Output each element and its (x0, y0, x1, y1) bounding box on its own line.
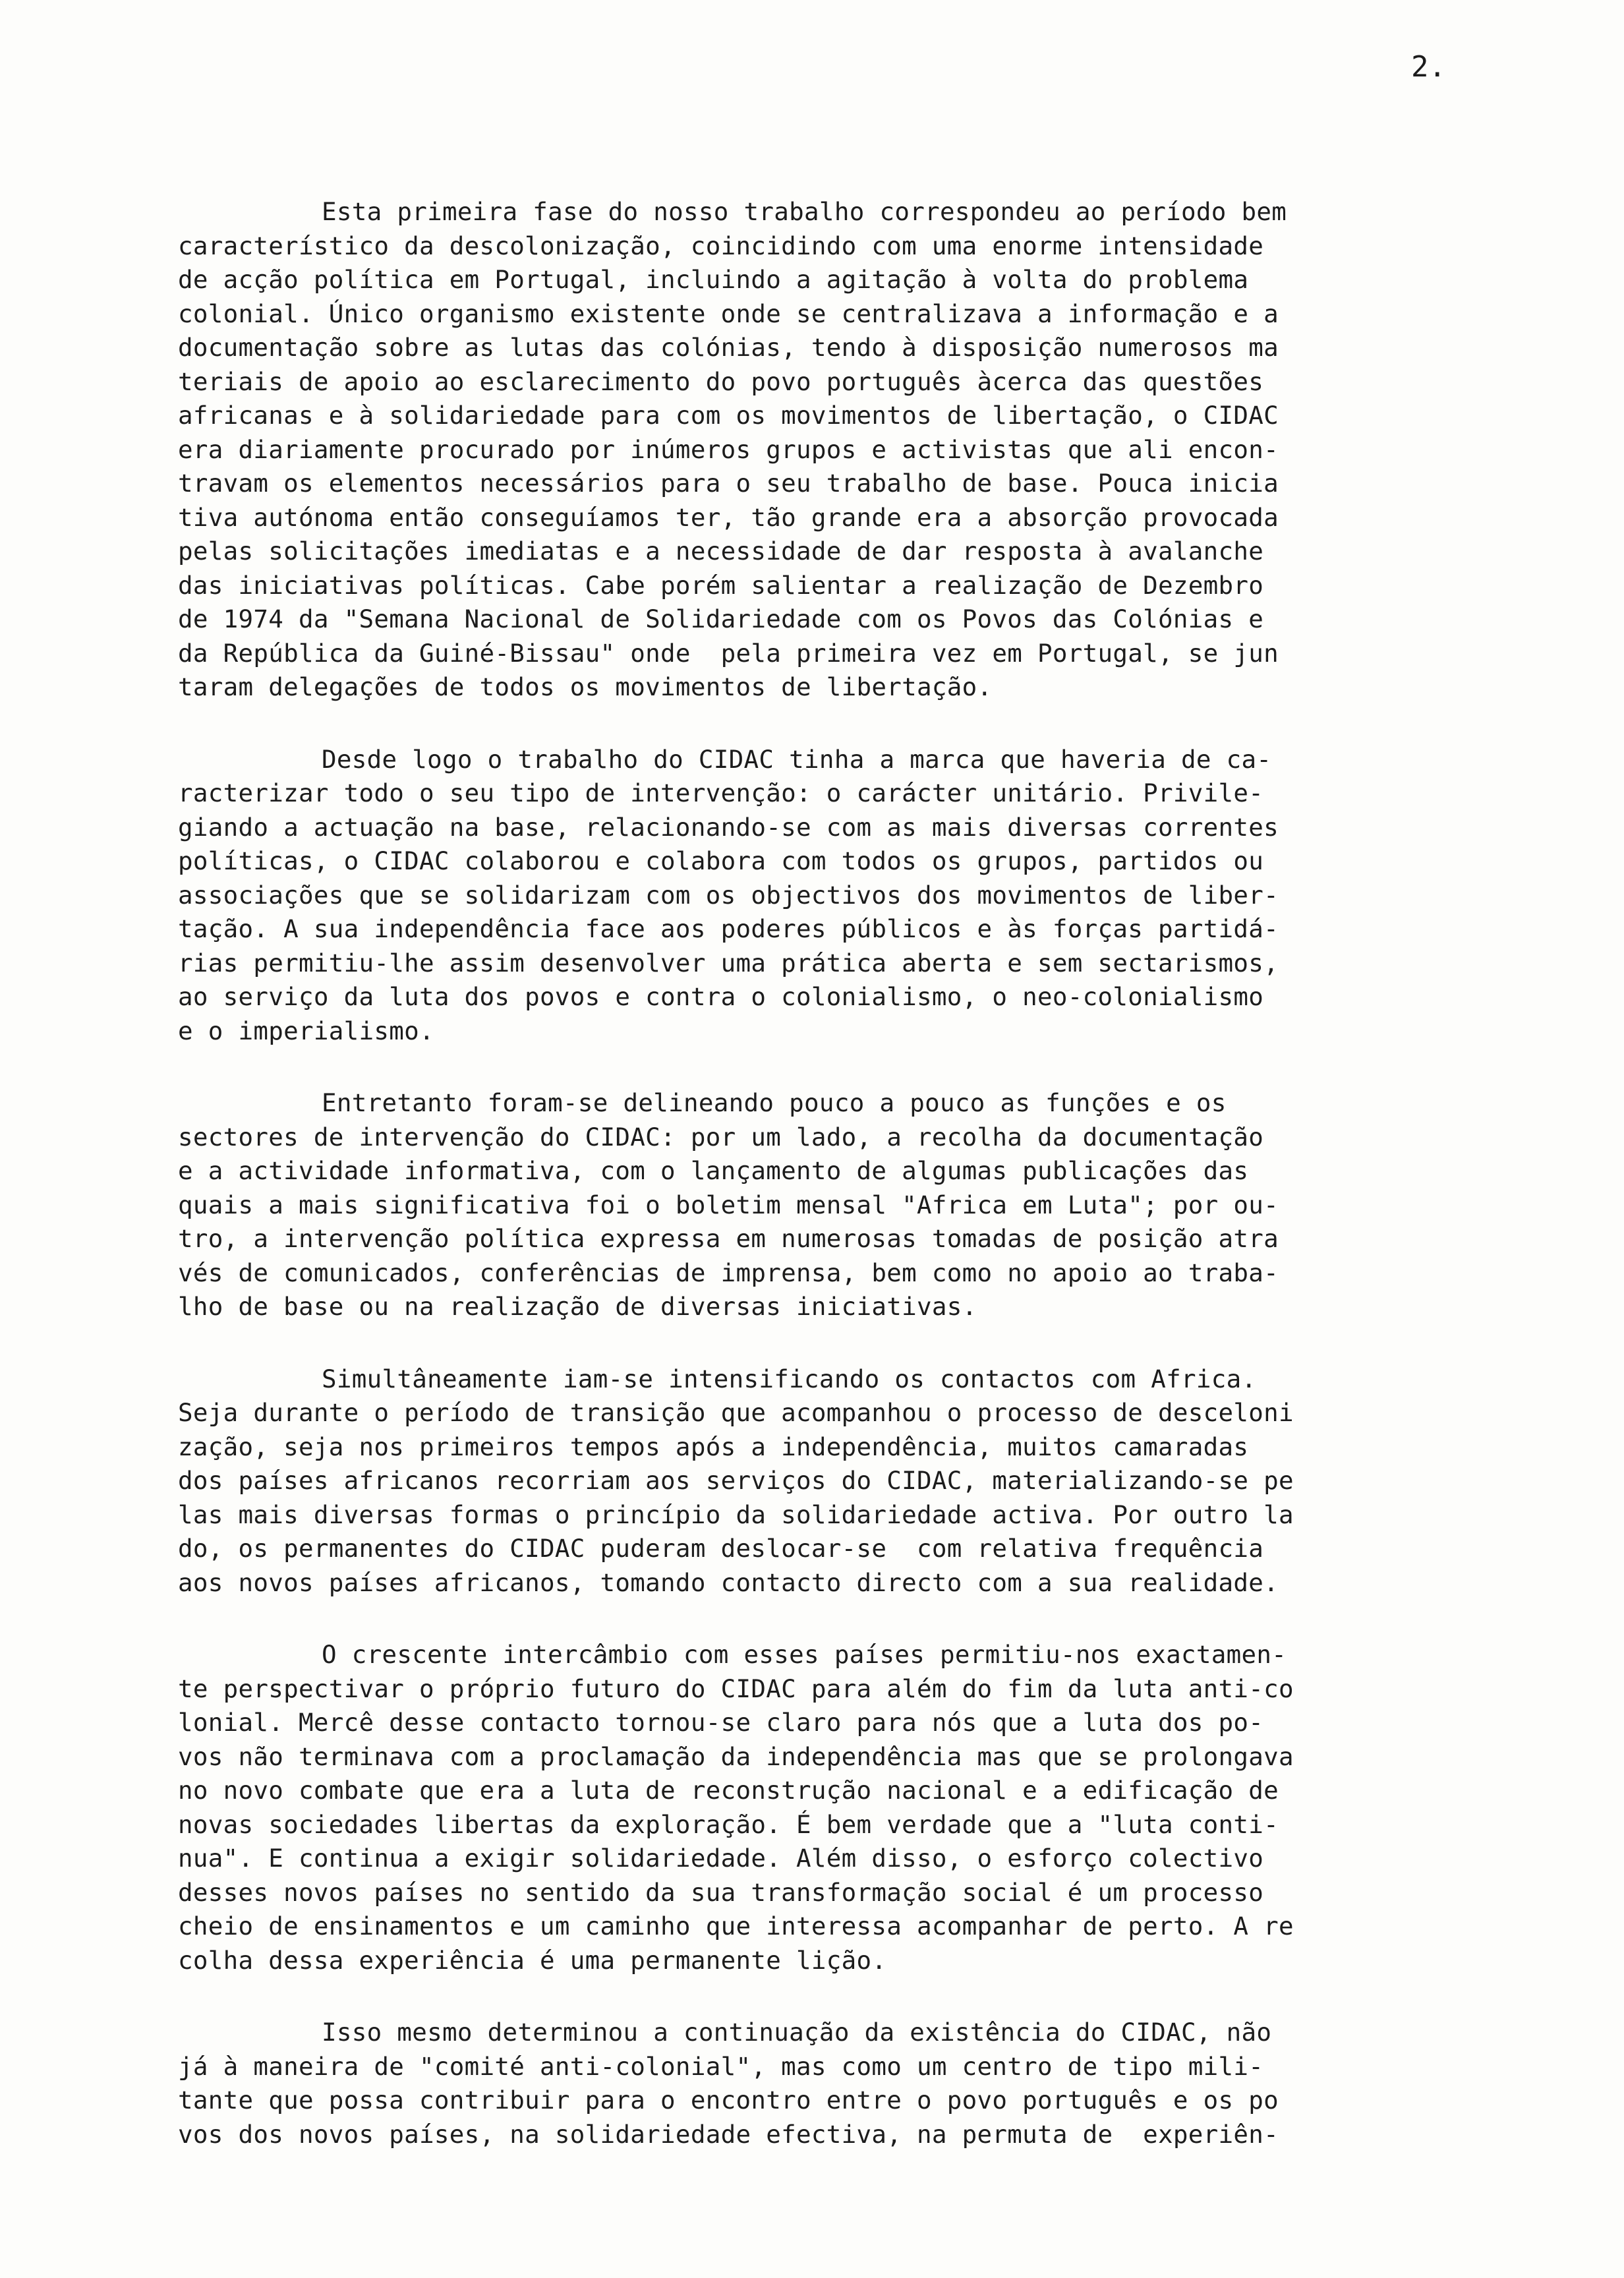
text-line: nua". E continua a exigir solidariedade. Além disso, o esforço colectivo (178, 1844, 1264, 1873)
text-line: travam os elementos necessários para o seu trabalho de base. Pouca inicia (178, 469, 1279, 498)
text-line: vés de comunicados, conferências de imprensa, bem como no apoio ao traba- (178, 1258, 1279, 1287)
text-line: dos países africanos recorriam aos serviços do CIDAC, materializando-se pe (178, 1466, 1294, 1495)
text-line: tro, a intervenção política expressa em numerosas tomadas de posição atra (178, 1224, 1279, 1253)
paragraph (178, 743, 1457, 1049)
text-line: e o imperialismo. (178, 1016, 434, 1045)
body-text (178, 195, 1457, 2190)
text-line: Seja durante o período de transição que acompanhou o processo de desceloni (178, 1398, 1294, 1427)
text-line: aos novos países africanos, tomando contacto directo com a sua realidade. (178, 1567, 1279, 1597)
text-line: colonial. Único organismo existente onde se centralizava a informação e a (178, 299, 1279, 328)
text-line: tação. A sua independência face aos poderes públicos e às forças partidá- (178, 914, 1279, 943)
text-line: pelas solicitações imediatas e a necessidade de dar resposta à avalanche (178, 537, 1264, 566)
text-line: zação, seja nos primeiros tempos após a independência, muitos camaradas (178, 1432, 1249, 1461)
paragraph (178, 1086, 1457, 1324)
text-line: giando a actuação na base, relacionando-se com as mais diversas correntes (178, 812, 1279, 842)
text-line: no novo combate que era a luta de reconstrução nacional e a edificação de (178, 1776, 1279, 1805)
text-line: e a actividade informativa, com o lançamento de algumas publicações das (178, 1156, 1249, 1185)
paragraph (178, 2016, 1457, 2151)
page-number: 2. (1411, 50, 1446, 84)
text-line: O crescente intercâmbio com esses países permitiu-nos exactamen- (322, 1640, 1287, 1669)
text-line: las mais diversas formas o princípio da solidariedade activa. Por outro la (178, 1500, 1294, 1529)
text-line: Entretanto foram-se delineando pouco a pouco as funções e os (322, 1088, 1227, 1117)
text-line: do, os permanentes do CIDAC puderam deslocar-se com relativa frequência (178, 1534, 1264, 1563)
text-line: lho de base ou na realização de diversas iniciativas. (178, 1292, 977, 1321)
text-line: documentação sobre as lutas das colónias, tendo à disposição numerosos ma (178, 333, 1279, 362)
text-line: de acção política em Portugal, incluindo a agitação à volta do problema (178, 265, 1249, 294)
text-line: característico da descolonização, coincidindo com uma enorme intensidade (178, 231, 1264, 260)
text-line: associações que se solidarizam com os objectivos dos movimentos de liber- (178, 880, 1279, 910)
text-line: africanas e à solidariedade para com os movimentos de libertação, o CIDAC (178, 401, 1279, 430)
text-line: lonial. Mercê desse contacto tornou-se claro para nós que a luta dos po- (178, 1708, 1264, 1737)
text-line: desses novos países no sentido da sua transformação social é um processo (178, 1877, 1264, 1907)
text-line: de 1974 da "Semana Nacional de Solidariedade com os Povos das Colónias e (178, 604, 1264, 633)
text-line: teriais de apoio ao esclarecimento do povo português àcerca das questões (178, 366, 1264, 396)
text-line: tante que possa contribuir para o encontro entre o povo português e os po (178, 2086, 1279, 2115)
text-line: ao serviço da luta dos povos e contra o colonialismo, o neo-colonialismo (178, 982, 1264, 1011)
text-line: taram delegações de todos os movimentos de libertação. (178, 672, 993, 701)
text-line: sectores de intervenção do CIDAC: por um lado, a recolha da documentação (178, 1122, 1264, 1152)
text-line: quais a mais significativa foi o boletim mensal "Africa em Luta"; por ou- (178, 1190, 1279, 1219)
text-line: vos não terminava com a proclamação da independência mas que se prolongava (178, 1741, 1294, 1771)
text-line: Simultâneamente iam-se intensificando os contactos com Africa. (322, 1364, 1257, 1393)
paragraph (178, 1362, 1457, 1600)
paragraph (178, 195, 1457, 705)
text-line: te perspectivar o próprio futuro do CIDAC para além do fim da luta anti-co (178, 1674, 1294, 1703)
text-line: Esta primeira fase do nosso trabalho correspondeu ao período bem (322, 197, 1287, 226)
text-line: das iniciativas políticas. Cabe porém salientar a realização de Dezembro (178, 570, 1264, 600)
text-line: tiva autónoma então conseguíamos ter, tão grande era a absorção provocada (178, 502, 1279, 532)
text-line: novas sociedades libertas da exploração. É bem verdade que a "luta conti- (178, 1809, 1279, 1839)
text-line: era diariamente procurado por inúmeros grupos e activistas que ali encon- (178, 434, 1279, 464)
text-line: cheio de ensinamentos e um caminho que interessa acompanhar de perto. A re (178, 1912, 1294, 1941)
paragraph (178, 1638, 1457, 1977)
text-line: vos dos novos países, na solidariedade efectiva, na permuta de experiên- (178, 2119, 1279, 2149)
text-line: colha dessa experiência é uma permanente lição. (178, 1945, 887, 1975)
text-line: já à maneira de "comité anti-colonial", mas como um centro de tipo mili- (178, 2051, 1264, 2081)
text-line: Desde logo o trabalho do CIDAC tinha a marca que haveria de ca- (322, 744, 1272, 774)
text-line: Isso mesmo determinou a continuação da existência do CIDAC, não (322, 2018, 1272, 2047)
text-line: políticas, o CIDAC colaborou e colabora com todos os grupos, partidos ou (178, 846, 1264, 875)
text-line: da República da Guiné-Bissau" onde pela primeira vez em Portugal, se jun (178, 638, 1279, 668)
text-line: rias permitiu-lhe assim desenvolver uma prática aberta e sem sectarismos, (178, 948, 1279, 978)
text-line: racterizar todo o seu tipo de intervenção: o carácter unitário. Privile- (178, 778, 1264, 807)
